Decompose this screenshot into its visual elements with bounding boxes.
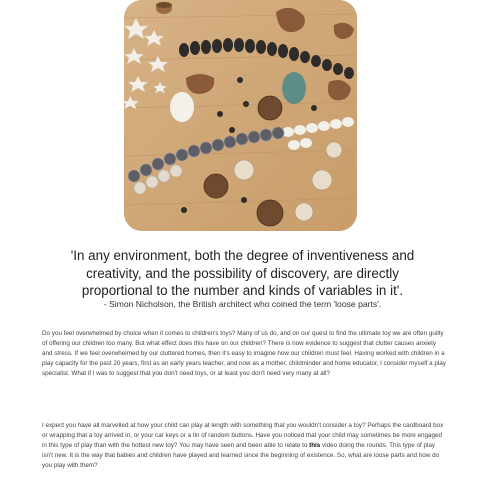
paragraph-2-text-end: video doing the rounds. This type of play isn't new. It is the way that babies and children have played and learned since the beginning of existence. So, what are loose parts and how do you play with them? [42, 442, 440, 470]
pull-quote: 'In any environment, both the degree of inventiveness and creativity, and the possibility of discovery, are directly proportional to the number and kinds of variables in it'. [70, 248, 415, 298]
body-paragraph-2 [42, 421, 446, 471]
green-egg [282, 72, 306, 104]
paragraph-2-text-start: I expect you have all marvelled at how your child can play at length with something that you wouldn't consider a toy? Perhaps the cardboard box or wrapping that a toy arrived in, or your car keys or a tin of random buttons. Have you noticed that your child may sometimes be more engaged in this type of play than with the hottest new toy? You may have seen and been able to relate to [42, 422, 444, 450]
acorns [156, 2, 172, 14]
this-video-link[interactable]: this [309, 442, 321, 450]
body-paragraph-1: Do you feel overwhelmed by choice when it comes to children's toys? Many of us do, and on our quest to find the ultimate toy we are often guilty of offering our children too many. But what effect does this have on our children? There is now evidence to suggest that clutter causes anxiety and stress. If we feel overwhelmed by our cluttered homes, then it's easy to imagine how our children must feel. Having worked with children in a play capacity for the past 20 years, first as an early years teacher, and now as a mother, childminder and home educator, I consider myself a play specialist. What if I was to suggest that you don't need toys, or at least you don't need very many at all? [42, 330, 446, 378]
white-egg [170, 92, 194, 122]
quote-attribution: - Simon Nicholson, the British architect who coined the term 'loose parts'. [103, 299, 382, 309]
loose-parts-photo [124, 0, 357, 231]
loose-parts-illustration [124, 0, 357, 231]
